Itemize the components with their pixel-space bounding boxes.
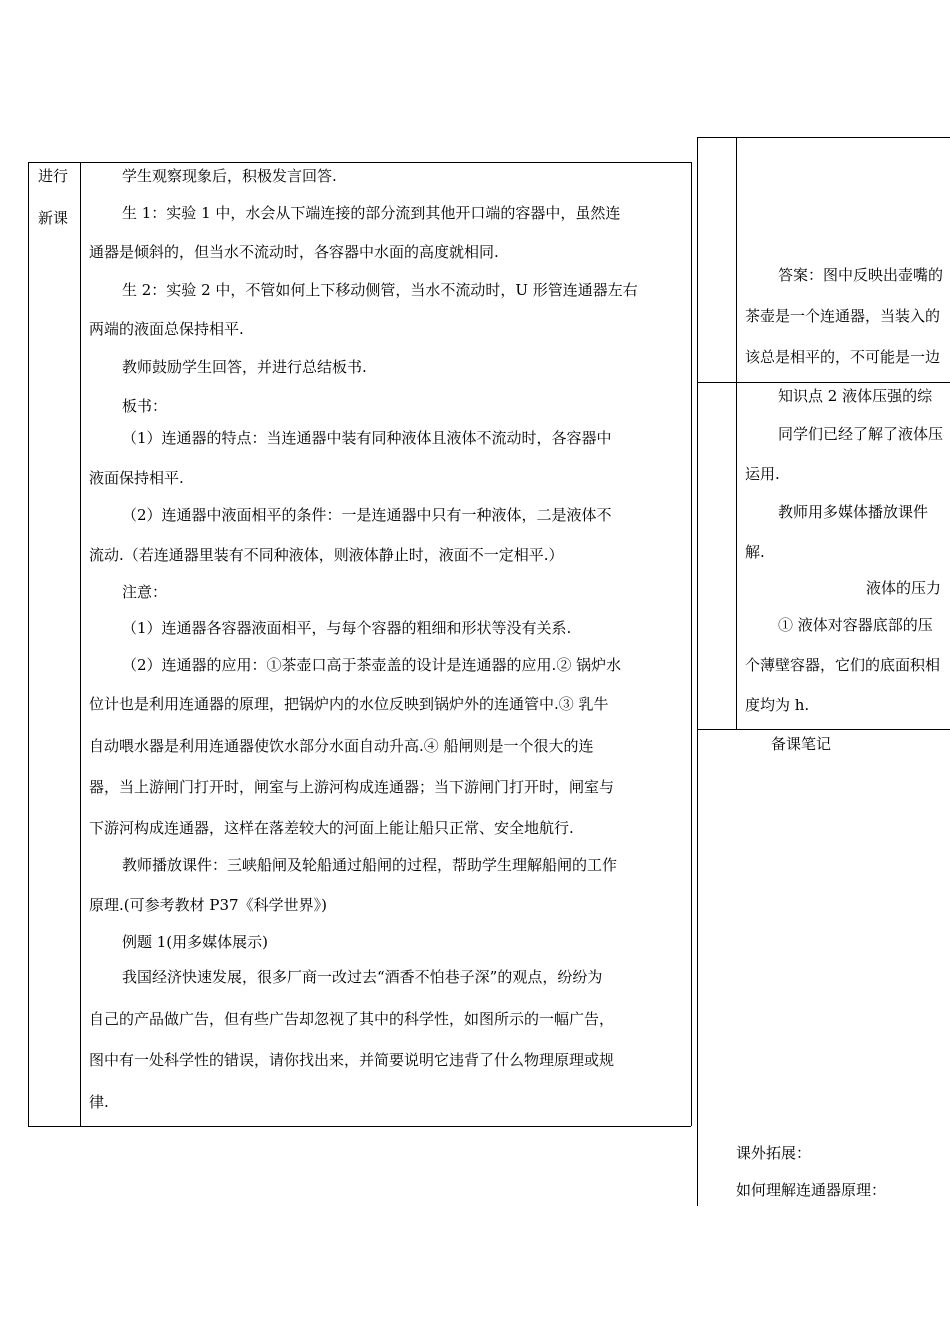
text-line: 度均为 h. [745,696,810,714]
text-line: （1）连通器各容器液面相平，与每个容器的粗细和形状等没有关系. [122,619,572,637]
side-label-2: 新课 [38,209,69,227]
prep-notes-label: 备课笔记 [771,735,832,753]
text-line: 个薄壁容器，它们的底面积相 [745,656,941,674]
extension-question: 如何理解连通器原理： [736,1181,887,1199]
side-label-1: 进行 [38,167,69,185]
text-line: 通器是倾斜的，但当水不流动时，各容器中水面的高度就相同. [89,243,499,261]
text-line: （2）连通器的应用：①茶壶口高于茶壶盖的设计是连通器的应用.② 锅炉水 [122,656,622,674]
text-line: 教师播放课件：三峡船闸及轮船通过船闸的过程，帮助学生理解船闸的工作 [122,856,618,874]
text-line: 该总是相平的，不可能是一边 [745,348,941,366]
text-line: （2）连通器中液面相平的条件：一是连通器中只有一种液体，二是液体不 [122,506,612,524]
text-line: 我国经济快速发展，很多厂商一改过去“酒香不怕巷子深”的观点，纷纷为 [122,968,603,986]
text-line: 器，当上游闸门打开时，闸室与上游河构成连通器；当下游闸门打开时，闸室与 [89,778,615,796]
text-line: 自动喂水器是利用连通器使饮水部分水面自动升高.④ 船闸则是一个很大的连 [89,737,594,755]
text-line: （1）连通器的特点：当连通器中装有同种液体且液体不流动时，各容器中 [122,429,612,447]
text-line: 知识点 2 液体压强的综 [778,387,933,405]
text-line: 图中有一处科学性的错误，请你找出来，并简要说明它违背了什么物理原理或规 [89,1051,615,1069]
text-line: ① 液体对容器底部的压 [778,616,933,634]
text-line: 注意： [122,583,168,601]
text-line: 板书： [122,397,168,415]
text-line: 教师鼓励学生回答，并进行总结板书. [122,358,367,376]
text-line: 教师用多媒体播放课件 [778,503,929,521]
extension-label: 课外拓展： [736,1144,812,1162]
text-line: 两端的液面总保持相平. [89,320,244,338]
text-line: 学生观察现象后，积极发言回答. [122,167,337,185]
text-line: 液面保持相平. [89,469,184,487]
text-line: 位计也是利用连通器的原理，把锅炉内的水位反映到锅炉外的连通管中.③ 乳牛 [89,695,609,713]
text-line: 流动.（若连通器里装有不同种液体，则液体静止时，液面不一定相平.） [89,546,564,564]
text-line: 解. [745,543,765,561]
text-line: 答案：图中反映出壶嘴的 [778,266,944,284]
text-line: 同学们已经了解了液体压 [778,425,944,443]
text-line: 原理.(可参考教材 P37《科学世界》) [89,896,327,914]
text-line: 自己的产品做广告，但有些广告却忽视了其中的科学性，如图所示的一幅广告， [89,1010,615,1028]
text-line: 例题 1(用多媒体展示) [122,933,269,951]
text-line: 运用. [745,465,780,483]
text-line: 生 2：实验 2 中，不管如何上下移动侧管，当水不流动时，U 形管连通器左右 [122,281,638,299]
text-line: 茶壶是一个连通器，当装入的 [745,307,941,325]
text-line: 律. [89,1093,109,1111]
text-line: 液体的压力 [866,579,942,597]
text-line: 下游河构成连通器，这样在落差较大的河面上能让船只正常、安全地航行. [89,819,574,837]
text-line: 生 1：实验 1 中，水会从下端连接的部分流到其他开口端的容器中，虽然连 [122,204,621,222]
